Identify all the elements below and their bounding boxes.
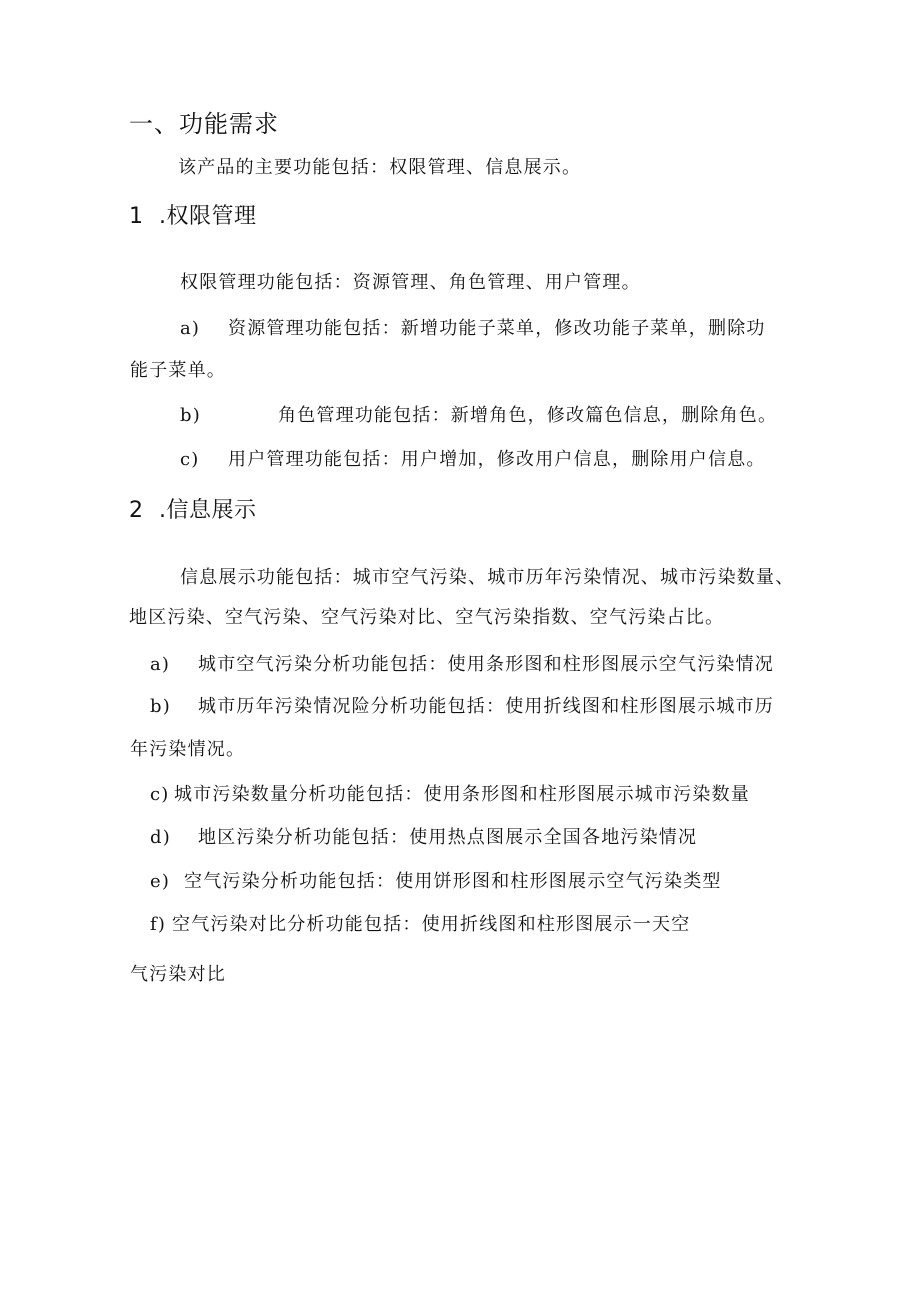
- permission-item-a-cont: 能子菜单。: [130, 360, 226, 381]
- permission-item-a: [180, 316, 766, 342]
- list-item-text: 角色管理功能包括：新增角色，修改篇色信息，删除角色。: [278, 405, 778, 426]
- list-item-text: 地区污染分析功能包括：使用热点图展示全国各地污染情况: [198, 827, 698, 848]
- permission-item-b: [180, 403, 777, 429]
- list-item-text: 用户管理功能包括：用户增加，修改用户信息，删除用户信息。: [228, 449, 766, 470]
- list-item-text: 城市污染数量分析功能包括：使用条形图和柱形图展示城市污染数量: [174, 784, 750, 805]
- list-item-text: 空气污染对比分析功能包括：使用折线图和柱形图展示一天空: [172, 914, 691, 935]
- heading-permission-number: 1: [129, 204, 144, 229]
- display-summary-line1: 信息展示功能包括：城市空气污染、城市历年污染情况、城市污染数量、: [180, 567, 795, 588]
- list-item-text: 城市历年污染情况险分析功能包括：使用折线图和柱形图展示城市历: [198, 696, 774, 717]
- display-item-f-cont: 气污染对比: [130, 964, 226, 985]
- display-item-b: [150, 694, 774, 720]
- display-summary-line2: 地区污染、空气污染、空气污染对比、空气污染指数、空气污染占比。: [129, 607, 725, 628]
- list-marker: b): [180, 405, 201, 426]
- list-marker: d): [150, 827, 171, 848]
- list-item-text: 空气污染分析功能包括：使用饼形图和柱形图展示空气污染类型: [184, 871, 722, 892]
- heading-display-number: 2: [129, 498, 144, 523]
- list-marker: f): [150, 914, 167, 935]
- display-item-e: [150, 869, 722, 895]
- list-marker: c): [150, 784, 170, 805]
- permission-summary: 权限管理功能包括：资源管理、角色管理、用户管理。: [180, 272, 641, 293]
- heading-permission: [129, 202, 257, 232]
- heading-display: [129, 496, 257, 526]
- permission-item-c: [180, 447, 766, 473]
- display-item-d: [150, 825, 697, 851]
- heading-display-text: .信息展示: [159, 498, 257, 523]
- intro-paragraph: 该产品的主要功能包括：权限管理、信息展示。: [178, 157, 582, 178]
- heading-permission-text: .权限管理: [159, 204, 257, 229]
- list-marker: b): [150, 696, 171, 717]
- display-item-f: [150, 912, 690, 938]
- section-title: 一、功能需求: [129, 110, 279, 138]
- list-item-text: 城市空气污染分析功能包括：使用条形图和柱形图展示空气污染情况: [198, 654, 774, 675]
- list-item-text: 资源管理功能包括：新增功能子菜单，修改功能子菜单，删除功: [228, 318, 766, 339]
- list-marker: e): [150, 871, 171, 892]
- list-marker: a): [150, 654, 171, 675]
- display-item-c: [150, 782, 750, 808]
- display-item-b-cont: 年污染情况。: [130, 739, 246, 760]
- list-marker: c): [180, 449, 200, 470]
- display-item-a: [150, 652, 774, 678]
- list-marker: a): [180, 318, 201, 339]
